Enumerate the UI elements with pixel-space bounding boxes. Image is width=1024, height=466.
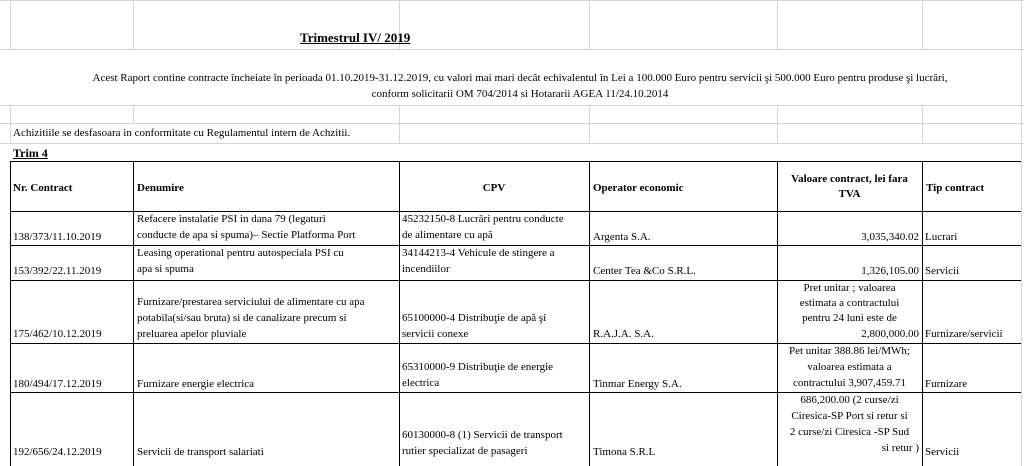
row2-cpv-1: 34144213-4 Vehicule de stingere a [402,247,555,259]
row1-tip: Lucrari [925,231,958,243]
grid-line [922,105,923,143]
grid-line [133,0,134,49]
row5-valoare-4: si retur ) [881,442,919,454]
grid-line [0,49,1024,50]
header-tip-contract: Tip contract [926,182,985,194]
table-border [10,161,1021,162]
intro-line-2: conform solicitarii OM 704/2014 si Hotararii AGEA 11/24.10.2014 [371,88,669,100]
row4-nr: 180/494/17.12.2019 [13,378,102,390]
header-nr-contract: Nr. Contract [13,182,73,194]
row1-den-2: conducte de apa si spuma)– Sectie Platforma Port [137,229,356,241]
row3-valoare-3: pentru 24 luni este de [802,312,897,324]
row2-den-2: apa si spuma [137,263,194,275]
row2-den-1: Leasing operational pentru autospeciala PSI cu [137,247,344,259]
row5-operator: Timona S.R.L [593,446,656,458]
table-border [10,161,11,466]
procurement-notice: Achizitiile se desfasoara in conformitate cu Regulamentul intern de Achzitii. [13,127,351,139]
row5-valoare-1: 686,200.00 (2 curse/zi [800,394,899,406]
row4-valoare-3: contractului 3,907,459.71 [792,377,907,389]
row1-operator: Argenta S.A. [593,231,651,243]
row1-valoare: 3,035,340.02 [861,231,919,243]
row4-den-1: Furnizare energie electrica [137,378,255,390]
row1-cpv-1: 45232150-8 Lucrări pentru conducte [402,213,564,225]
row2-valoare: 1,326,105.00 [861,265,919,277]
row2-tip: Servicii [925,265,960,277]
grid-line [399,105,400,143]
page-title: Trimestrul IV/ 2019 [300,30,411,45]
grid-line [10,0,11,49]
row3-den-3: preluarea apelor pluviale [137,328,247,340]
row4-valoare-2: valoarea estimata a [807,361,892,373]
row5-den-1: Servicii de transport salariati [137,446,264,458]
row3-den-2: potabila(si/sau bruta) si de canalizare precum si [137,312,347,324]
row2-cpv-2: incendiilor [402,263,450,275]
header-operator: Operator economic [593,182,684,194]
grid-line [777,0,778,49]
grid-line [0,123,1024,124]
row1-den-1: Refacere instalatie PSI in dana 79 (legaturi [137,213,326,225]
row5-cpv-2: rutier specializat de pasageri [402,445,528,457]
row3-valoare-1: Pret unitar ; valoarea [803,282,896,294]
row3-operator: R.A.J.A. S.A. [593,328,654,340]
grid-line [10,105,11,143]
section-label: Trim 4 [13,146,48,160]
table-border [133,161,134,466]
row4-cpv-2: electrica [402,377,440,389]
row3-tip: Furnizare/servicii [925,328,1003,340]
row2-nr: 153/392/22.11.2019 [13,265,102,277]
header-cpv: CPV [482,182,506,194]
header-valoare-line2: TVA [838,188,861,200]
grid-line [0,0,1024,1]
grid-line [133,105,134,123]
row4-tip: Furnizare [925,378,968,390]
header-denumire: Denumire [137,182,184,194]
row4-operator: Tinmar Energy S.A. [593,378,682,390]
row4-valoare-1: Pet unitar 388.86 lei/MWh; [789,345,910,357]
row3-valoare-4: 2,800,000.00 [861,328,919,340]
row5-valoare-2: Ciresica-SP Port si retur si [791,410,908,422]
table-border [922,161,923,466]
grid-line [589,0,590,49]
grid-line [922,0,923,49]
row5-cpv-1: 60130000-8 (1) Servicii de transport [402,429,563,441]
row3-den-1: Furnizare/prestarea serviciului de alimentare cu apa [137,296,365,308]
row5-valoare-3: 2 curse/zi Ciresica -SP Sud [789,426,910,438]
row3-nr: 175/462/10.12.2019 [13,328,102,340]
grid-line [589,105,590,143]
row2-operator: Center Tea &Co S.R.L. [593,265,696,277]
grid-line [0,105,1024,106]
grid-line [0,143,1024,144]
row1-nr: 138/373/11.10.2019 [13,231,102,243]
row5-tip: Servicii [925,446,960,458]
row3-cpv-1: 65100000-4 Distribuţie de apă şi [402,312,547,324]
row4-cpv-1: 65310000-9 Distribuţie de energie [402,361,554,373]
row1-cpv-2: de alimentare cu apă [402,229,493,241]
row5-nr: 192/656/24.12.2019 [13,446,102,458]
grid-line [777,105,778,143]
table-border [399,161,400,466]
table-border [589,161,590,466]
row3-cpv-2: servicii conexe [402,328,469,340]
intro-line-1: Acest Raport contine contracte încheiate în perioada 01.10.2019-31.12.2019, cu valori mai mari decât echivalentul în Lei a 100.000 Euro pentru servicii şi 500.000 Euro pentru produse şi lucrări, [92,72,948,84]
row3-valoare-2: estimata a contractului [799,297,900,309]
header-valoare-line1: Valoare contract, lei fara [791,173,908,185]
